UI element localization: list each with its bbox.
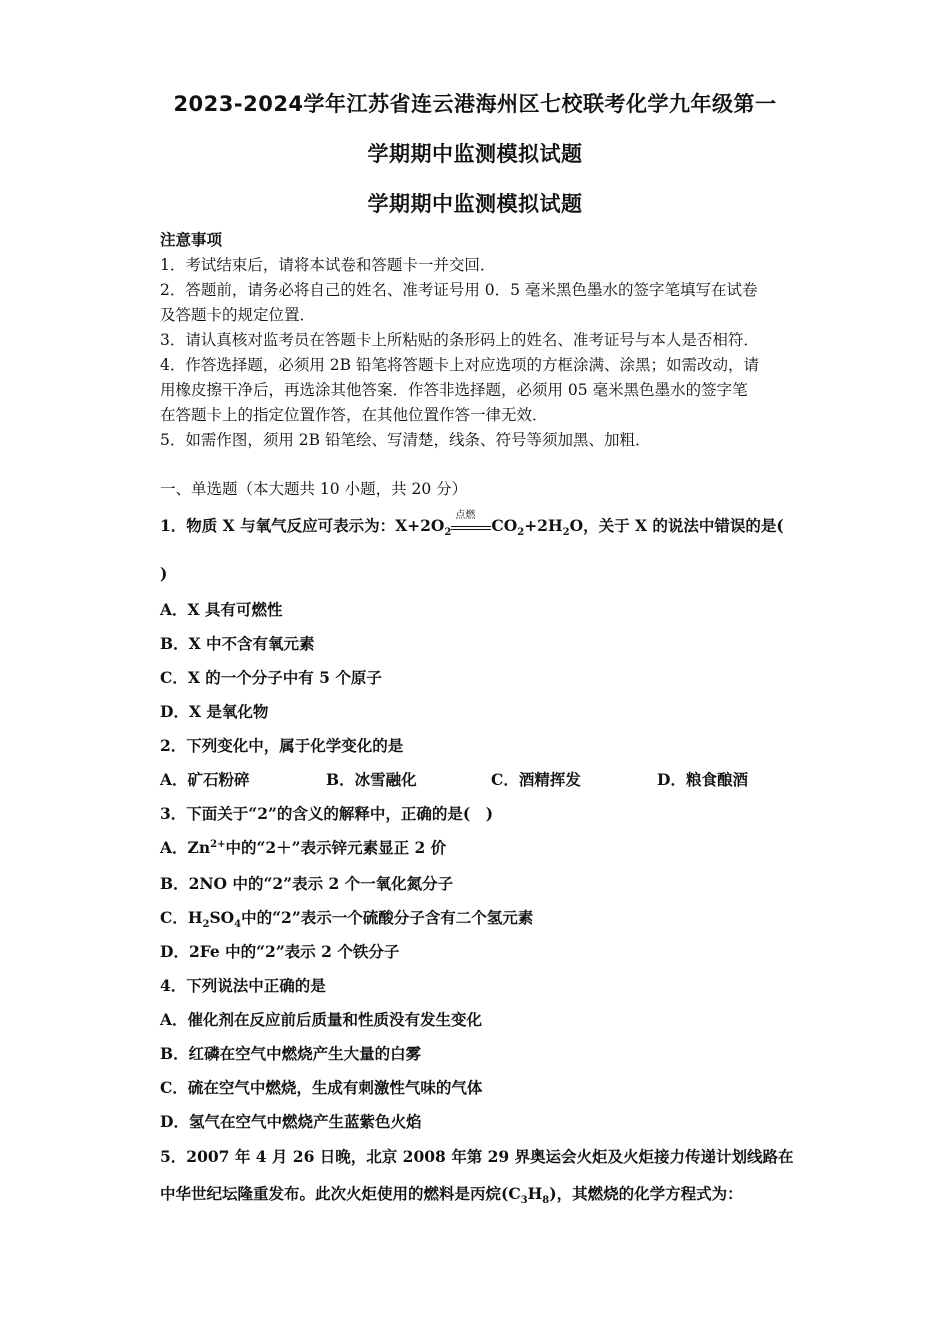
notice-item: 5．如需作图，须用 2B 铅笔绘、写清楚，线条、符号等须加黑、加粗． xyxy=(160,431,651,449)
notice-item: 1．考试结束后，请将本试卷和答题卡一并交回． xyxy=(160,256,496,274)
q2-option-b: B．冰雪融化 xyxy=(326,770,417,789)
notice-item: 在答题卡上的指定位置作答，在其他位置作答一律无效． xyxy=(160,406,548,424)
question-5-stem-cont: 中华世纪坛隆重发布。此次火炬使用的燃料是丙烷$(C_3H_8)$，其燃烧的化学方程式为： xyxy=(160,1184,743,1207)
question-1-stem: 1．物质 X 与氧气反应可表示为：$X+2O_2$ 点燃 $CO_2+2H_2O$，关于 X 的说法中错误的是( xyxy=(160,514,784,538)
question-4-stem: 4．下列说法中正确的是 xyxy=(160,976,326,995)
q3-option-b: B．2NO 中的“2”表示 2 个一氧化氮分子 xyxy=(160,874,454,893)
q2-option-a: A．矿石粉碎 xyxy=(160,770,250,789)
q2-option-d: D．粮食酿酒 xyxy=(657,770,748,789)
notice-item: 2．答题前，请务必将自己的姓名、准考证号用 0．5 毫米黑色墨水的签字笔填写在试卷 xyxy=(160,281,758,299)
page-title: 2023-2024学年江苏省连云港海州区七校联考化学九年级第一 xyxy=(173,92,777,116)
reaction-condition: 点燃 xyxy=(455,510,476,521)
reaction-arrow xyxy=(451,510,491,534)
q3-option-a: A．$Zn^{2+}$中的“2＋”表示锌元素显正 2 价 xyxy=(160,838,447,857)
question-3-stem: 3．下面关于“2”的含义的解释中，正确的是( ) xyxy=(160,804,494,823)
q2-option-c: C．酒精挥发 xyxy=(491,770,581,789)
q1-option-c: C．X 的一个分子中有 5 个原子 xyxy=(160,668,382,687)
question-5-stem: 5．2007 年 4 月 26 日晚，北京 2008 年第 29 界奥运会火炬及火炬接力传递计划线路在 xyxy=(160,1147,794,1166)
question-1-close: ) xyxy=(160,564,168,583)
q3-option-c: C．$H_2SO_4$中的“2”表示一个硫酸分子含有二个氢元素 xyxy=(160,908,534,931)
q1-option-b: B．X 中不含有氧元素 xyxy=(160,634,315,653)
q4-option-d: D．氢气在空气中燃烧产生蓝紫色火焰 xyxy=(160,1112,422,1131)
page-subtitle-repeat: 学期期中监测模拟试题 xyxy=(367,192,583,216)
notice-item: 用橡皮擦干净后，再选涂其他答案．作答非选择题，必须用 05 毫米黑色墨水的签字笔 xyxy=(160,381,748,399)
question-2-stem: 2．下列变化中，属于化学变化的是 xyxy=(160,736,404,755)
notice-item: 4．作答选择题，必须用 2B 铅笔将答题卡上对应选项的方框涂满、涂黑；如需改动，请 xyxy=(160,356,759,374)
page-subtitle: 学期期中监测模拟试题 xyxy=(367,142,583,166)
notice-heading: 注意事项 xyxy=(160,230,223,249)
notice-item: 及答题卡的规定位置． xyxy=(160,306,316,324)
q4-option-c: C．硫在空气中燃烧，生成有刺激性气味的气体 xyxy=(160,1078,483,1097)
section-heading: 一、单选题（本大题共 10 小题，共 20 分） xyxy=(160,480,468,498)
q1-option-d: D．X 是氧化物 xyxy=(160,702,269,721)
q3-option-d: D．2Fe 中的“2”表示 2 个铁分子 xyxy=(160,942,400,961)
q4-option-b: B．红磷在空气中燃烧产生大量的白雾 xyxy=(160,1044,422,1063)
q1-option-a: A．X 具有可燃性 xyxy=(160,600,283,619)
notice-item: 3．请认真核对监考员在答题卡上所粘贴的条形码上的姓名、准考证号与本人是否相符． xyxy=(160,331,759,349)
q4-option-a: A．催化剂在反应前后质量和性质没有发生变化 xyxy=(160,1010,483,1029)
